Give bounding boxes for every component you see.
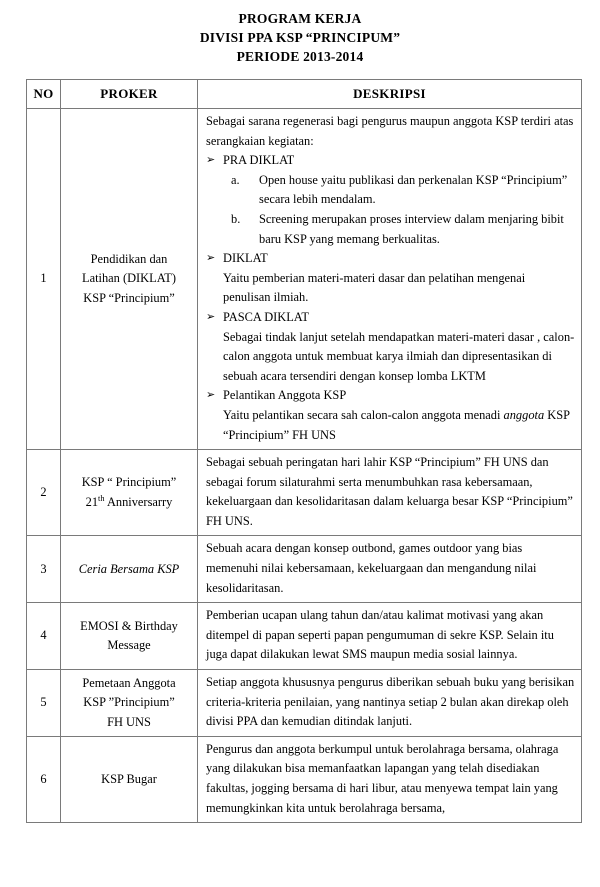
row-number: 2 <box>27 450 61 536</box>
bullet-heading: Pelantikan Anggota KSP <box>223 388 347 403</box>
bullet-body-italic: anggota <box>503 407 545 422</box>
row-proker <box>61 603 198 670</box>
bullet-body <box>223 406 575 445</box>
bullet-body: Sebagai tindak lanjut setelah mendapatkan materi-materi dasar , calon-calon anggota untuk membuat karya ilmiah dan dipresentasikan di sebuah acara tersendiri dengan konsep lomba LKTM <box>223 329 575 383</box>
sub-list <box>223 171 575 249</box>
row-proker: KSP Bugar <box>61 736 198 822</box>
proker-line: KSP “Principium” <box>83 290 175 305</box>
proker-line: Pendidikan dan <box>90 251 168 266</box>
proker-line: KSP “ Principium” <box>81 475 177 490</box>
alpha-marker: b. <box>231 211 241 226</box>
proker-line: FH UNS <box>107 714 151 729</box>
proker-line: Message <box>107 638 151 653</box>
bullet-body-pre: Yaitu pelantikan secara sah calon-calon anggota menadi <box>223 407 504 422</box>
row-deskripsi: Pemberian ucapan ulang tahun dan/atau kalimat motivasi yang akan ditempel di papan seperti papan pengumuman di sekre KSP. Selain itu juga dapat dilakukan lewat SMS maupun media sosial lainnya. <box>198 603 582 670</box>
row-proker: Ceria Bersama KSP <box>61 536 198 603</box>
column-header-proker: PROKER <box>61 80 198 109</box>
table-header <box>27 80 582 109</box>
list-item <box>223 210 575 249</box>
proker-line: Latihan (DIKLAT) <box>82 271 176 286</box>
row-number: 5 <box>27 670 61 737</box>
bullet-heading: PRA DIKLAT <box>223 153 295 168</box>
row-proker <box>61 450 198 536</box>
bullet-body-post: KSP “Principium” FH UNS <box>223 407 570 442</box>
alpha-marker: a. <box>231 172 240 187</box>
table-row <box>27 603 582 670</box>
list-item <box>223 171 575 210</box>
column-header-deskripsi: DESKRIPSI <box>198 80 582 109</box>
row-deskripsi: Sebuah acara dengan konsep outbond, games outdoor yang bias memenuhi nilai kebersamaan, kekeluargaan dan mengandung nilai kesolidaritasan. <box>198 536 582 603</box>
list-item <box>206 308 575 386</box>
bullet-heading: DIKLAT <box>223 251 268 266</box>
row-number: 3 <box>27 536 61 603</box>
table-row <box>27 109 582 450</box>
table-row <box>27 736 582 822</box>
arrow-bullet-icon: ➢ <box>206 389 216 402</box>
row-number: 6 <box>27 736 61 822</box>
row-deskripsi: Sebagai sebuah peringatan hari lahir KSP “Principium” FH UNS dan sebagai forum silaturahmi serta menumbuhkan rasa kebersamaan, kekeluargaan dan kesolidaritasan dalam keluarga besar KSP “Principium” FH UNS. <box>198 450 582 536</box>
deskripsi-intro: Sebagai sarana regenerasi bagi pengurus maupun anggota KSP terdiri atas serangkaian kegiatan: <box>206 114 574 148</box>
deskripsi-bullet-list <box>206 151 575 445</box>
proker-line: KSP ”Principium” <box>83 695 175 710</box>
row-proker <box>61 670 198 737</box>
row-deskripsi <box>198 109 582 450</box>
table-row <box>27 450 582 536</box>
bullet-heading: PASCA DIKLAT <box>223 309 309 324</box>
list-item <box>206 386 575 445</box>
proker-line: EMOSI & Birthday <box>80 618 178 633</box>
row-deskripsi: Setiap anggota khususnya pengurus diberikan sebuah buku yang berisikan criteria-kriteria penilaian, yang nantinya setiap 2 bulan akan direkap oleh divisi PPA dan kemudian ditindak lanjuti. <box>198 670 582 737</box>
bullet-body: Yaitu pemberian materi-materi dasar dan pelatihan mengenai penulisan ilmiah. <box>223 270 526 305</box>
program-kerja-table <box>26 79 582 823</box>
table-body <box>27 109 582 823</box>
arrow-bullet-icon: ➢ <box>206 252 216 265</box>
arrow-bullet-icon: ➢ <box>206 310 216 323</box>
table-header-row <box>27 80 582 109</box>
page-title <box>0 0 600 66</box>
proker-line: Pemetaan Anggota <box>82 675 176 690</box>
sub-item-text: Screening merupakan proses interview dalam menjaring bibit baru KSP yang memang berkualitas. <box>259 211 564 246</box>
column-header-no: NO <box>27 80 61 109</box>
row-number: 1 <box>27 109 61 450</box>
list-item <box>206 249 575 308</box>
list-item <box>206 151 575 249</box>
row-deskripsi: Pengurus dan anggota berkumpul untuk berolahraga bersama, olahraga yang dilakukan bisa memanfaatkan lapangan yang telah disediakan fakultas, jogging bersama di hari libur, atau menyewa tempat lain yang memungkinkan kita untuk berolahraga bersama, <box>198 736 582 822</box>
table-row <box>27 670 582 737</box>
title-line-2: DIVISI PPA KSP “PRINCIPUM” <box>199 30 401 45</box>
proker-ordinal-suffix: th <box>98 493 105 503</box>
title-line-3: PERIODE 2013-2014 <box>236 49 364 64</box>
proker-anniversary-word: Anniversarry <box>104 494 173 509</box>
table-row <box>27 536 582 603</box>
proker-anniversary-number: 21 <box>85 494 99 509</box>
sub-item-text: Open house yaitu publikasi dan perkenalan KSP “Principium” secara lebih mendalam. <box>259 172 568 207</box>
arrow-bullet-icon: ➢ <box>206 154 216 167</box>
row-proker <box>61 109 198 450</box>
title-line-1: PROGRAM KERJA <box>238 11 362 26</box>
row-number: 4 <box>27 603 61 670</box>
